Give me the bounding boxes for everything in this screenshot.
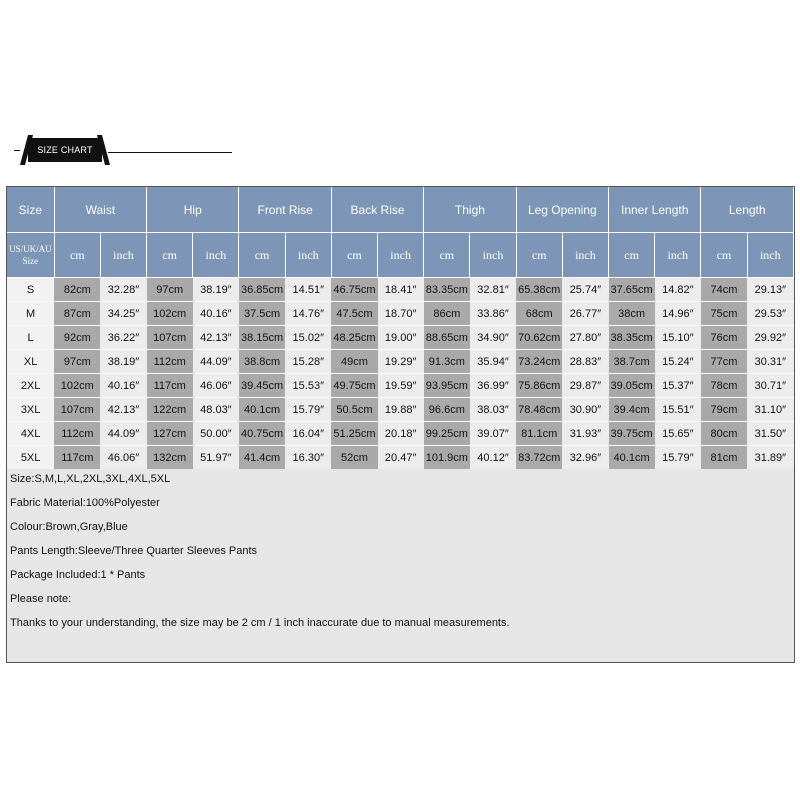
unit-cm: cm: [147, 233, 193, 278]
cm-value-cell: 83.72cm: [516, 446, 562, 470]
cm-value-cell: 132cm: [147, 446, 193, 470]
cm-value-cell: 93.95cm: [424, 374, 470, 398]
size-chart-table: [7, 187, 794, 469]
unit-cm: cm: [516, 233, 562, 278]
size-cell: 2XL: [7, 374, 54, 398]
cm-value-cell: 68cm: [516, 302, 562, 326]
unit-inch: inch: [378, 233, 424, 278]
table-body: [7, 278, 794, 470]
cm-value-cell: 75.86cm: [516, 374, 562, 398]
cm-value-cell: 51.25cm: [331, 422, 377, 446]
cm-value-cell: 101.9cm: [424, 446, 470, 470]
unit-inch: inch: [285, 233, 331, 278]
inch-value-cell: 48.03″: [193, 398, 239, 422]
inch-value-cell: 15.24″: [655, 350, 701, 374]
inch-value-cell: 16.30″: [285, 446, 331, 470]
cm-value-cell: 38.7cm: [609, 350, 655, 374]
inch-value-cell: 26.77″: [562, 302, 608, 326]
inch-value-cell: 15.37″: [655, 374, 701, 398]
inch-value-cell: 14.76″: [285, 302, 331, 326]
size-chart-banner: [8, 128, 238, 188]
cm-value-cell: 36.85cm: [239, 278, 285, 302]
inch-value-cell: 30.31″: [747, 350, 793, 374]
cm-value-cell: 78cm: [701, 374, 747, 398]
size-chart-label: SIZE CHART: [28, 138, 102, 162]
note-line: Size:S,M,L,XL,2XL,3XL,4XL,5XL: [10, 473, 171, 485]
cm-value-cell: 92cm: [54, 326, 100, 350]
size-sub-line: US/UK/AU: [9, 244, 52, 254]
unit-inch: inch: [655, 233, 701, 278]
cm-value-cell: 97cm: [54, 350, 100, 374]
cm-value-cell: 102cm: [54, 374, 100, 398]
cm-value-cell: 39.4cm: [609, 398, 655, 422]
cm-value-cell: 37.65cm: [609, 278, 655, 302]
inch-value-cell: 38.03″: [470, 398, 516, 422]
cm-value-cell: 37.5cm: [239, 302, 285, 326]
cm-value-cell: 117cm: [54, 446, 100, 470]
cm-value-cell: 47.5cm: [331, 302, 377, 326]
size-chart-table-frame: [6, 186, 795, 663]
cm-value-cell: 102cm: [147, 302, 193, 326]
cm-value-cell: 82cm: [54, 278, 100, 302]
cm-value-cell: 39.75cm: [609, 422, 655, 446]
product-notes: [7, 467, 797, 635]
inch-value-cell: 46.06″: [193, 374, 239, 398]
inch-value-cell: 15.10″: [655, 326, 701, 350]
cm-value-cell: 40.1cm: [239, 398, 285, 422]
unit-cm: cm: [701, 233, 747, 278]
cm-value-cell: 80cm: [701, 422, 747, 446]
group-header: Inner Length: [609, 187, 701, 233]
inch-value-cell: 32.81″: [470, 278, 516, 302]
inch-value-cell: 31.93″: [562, 422, 608, 446]
cm-value-cell: 76cm: [701, 326, 747, 350]
cm-value-cell: 49.75cm: [331, 374, 377, 398]
inch-value-cell: 29.92″: [747, 326, 793, 350]
inch-value-cell: 14.51″: [285, 278, 331, 302]
size-sub-header: [7, 233, 54, 278]
group-header: Hip: [147, 187, 239, 233]
note-line: Please note:: [10, 593, 72, 605]
cm-value-cell: 91.3cm: [424, 350, 470, 374]
inch-value-cell: 42.13″: [100, 398, 146, 422]
inch-value-cell: 16.04″: [285, 422, 331, 446]
inch-value-cell: 19.59″: [378, 374, 424, 398]
inch-value-cell: 15.53″: [285, 374, 331, 398]
inch-value-cell: 31.10″: [747, 398, 793, 422]
header-row-units: [7, 233, 794, 278]
inch-value-cell: 15.79″: [655, 446, 701, 470]
inch-value-cell: 35.94″: [470, 350, 516, 374]
cm-value-cell: 117cm: [147, 374, 193, 398]
inch-value-cell: 36.99″: [470, 374, 516, 398]
unit-inch: inch: [193, 233, 239, 278]
note-line: Pants Length:Sleeve/Three Quarter Sleeves Pants: [10, 545, 258, 557]
inch-value-cell: 42.13″: [193, 326, 239, 350]
inch-value-cell: 34.25″: [100, 302, 146, 326]
cm-value-cell: 40.75cm: [239, 422, 285, 446]
unit-cm: cm: [424, 233, 470, 278]
table-row: [7, 446, 794, 470]
size-cell: 4XL: [7, 422, 54, 446]
cm-value-cell: 73.24cm: [516, 350, 562, 374]
inch-value-cell: 34.90″: [470, 326, 516, 350]
cm-value-cell: 46.75cm: [331, 278, 377, 302]
cm-value-cell: 96.6cm: [424, 398, 470, 422]
inch-value-cell: 30.90″: [562, 398, 608, 422]
cm-value-cell: 99.25cm: [424, 422, 470, 446]
size-cell: S: [7, 278, 54, 302]
cm-value-cell: 107cm: [54, 398, 100, 422]
inch-value-cell: 18.70″: [378, 302, 424, 326]
inch-value-cell: 15.02″: [285, 326, 331, 350]
cm-value-cell: 78.48cm: [516, 398, 562, 422]
cm-value-cell: 39.45cm: [239, 374, 285, 398]
inch-value-cell: 40.16″: [100, 374, 146, 398]
cm-value-cell: 75cm: [701, 302, 747, 326]
inch-value-cell: 51.97″: [193, 446, 239, 470]
cm-value-cell: 79cm: [701, 398, 747, 422]
banner-rule: [108, 152, 232, 153]
cm-value-cell: 38.15cm: [239, 326, 285, 350]
group-header: Front Rise: [239, 187, 331, 233]
size-header: Size: [7, 187, 54, 233]
inch-value-cell: 19.00″: [378, 326, 424, 350]
inch-value-cell: 39.07″: [470, 422, 516, 446]
cm-value-cell: 86cm: [424, 302, 470, 326]
inch-value-cell: 33.86″: [470, 302, 516, 326]
inch-value-cell: 14.82″: [655, 278, 701, 302]
inch-value-cell: 15.51″: [655, 398, 701, 422]
inch-value-cell: 18.41″: [378, 278, 424, 302]
inch-value-cell: 28.83″: [562, 350, 608, 374]
table-row: [7, 278, 794, 302]
size-cell: M: [7, 302, 54, 326]
inch-value-cell: 15.65″: [655, 422, 701, 446]
cm-value-cell: 122cm: [147, 398, 193, 422]
cm-value-cell: 38.35cm: [609, 326, 655, 350]
unit-cm: cm: [54, 233, 100, 278]
inch-value-cell: 31.50″: [747, 422, 793, 446]
cm-value-cell: 50.5cm: [331, 398, 377, 422]
cm-value-cell: 74cm: [701, 278, 747, 302]
cm-value-cell: 39.05cm: [609, 374, 655, 398]
table-row: [7, 326, 794, 350]
inch-value-cell: 46.06″: [100, 446, 146, 470]
inch-value-cell: 15.28″: [285, 350, 331, 374]
unit-inch: inch: [100, 233, 146, 278]
cm-value-cell: 77cm: [701, 350, 747, 374]
cm-value-cell: 112cm: [54, 422, 100, 446]
inch-value-cell: 27.80″: [562, 326, 608, 350]
cm-value-cell: 70.62cm: [516, 326, 562, 350]
inch-value-cell: 29.53″: [747, 302, 793, 326]
note-line: Fabric Material:100%Polyester: [10, 497, 160, 509]
group-header: Thigh: [424, 187, 516, 233]
unit-cm: cm: [331, 233, 377, 278]
cm-value-cell: 49cm: [331, 350, 377, 374]
inch-value-cell: 19.29″: [378, 350, 424, 374]
cm-value-cell: 81.1cm: [516, 422, 562, 446]
cm-value-cell: 83.35cm: [424, 278, 470, 302]
cm-value-cell: 81cm: [701, 446, 747, 470]
inch-value-cell: 44.09″: [193, 350, 239, 374]
note-line: Package Included:1 * Pants: [10, 569, 146, 581]
cm-value-cell: 127cm: [147, 422, 193, 446]
table-row: [7, 350, 794, 374]
inch-value-cell: 32.28″: [100, 278, 146, 302]
cm-value-cell: 97cm: [147, 278, 193, 302]
cm-value-cell: 38.8cm: [239, 350, 285, 374]
group-header: Waist: [54, 187, 146, 233]
cm-value-cell: 107cm: [147, 326, 193, 350]
cm-value-cell: 41.4cm: [239, 446, 285, 470]
inch-value-cell: 20.47″: [378, 446, 424, 470]
inch-value-cell: 36.22″: [100, 326, 146, 350]
cm-value-cell: 48.25cm: [331, 326, 377, 350]
inch-value-cell: 50.00″: [193, 422, 239, 446]
inch-value-cell: 38.19″: [100, 350, 146, 374]
size-cell: 5XL: [7, 446, 54, 470]
size-cell: 3XL: [7, 398, 54, 422]
table-row: [7, 374, 794, 398]
inch-value-cell: 19.88″: [378, 398, 424, 422]
inch-value-cell: 31.89″: [747, 446, 793, 470]
cm-value-cell: 40.1cm: [609, 446, 655, 470]
cm-value-cell: 65.38cm: [516, 278, 562, 302]
header-row-groups: [7, 187, 794, 233]
inch-value-cell: 29.87″: [562, 374, 608, 398]
cm-value-cell: 87cm: [54, 302, 100, 326]
inch-value-cell: 40.16″: [193, 302, 239, 326]
group-header: Leg Opening: [516, 187, 608, 233]
inch-value-cell: 14.96″: [655, 302, 701, 326]
unit-cm: cm: [609, 233, 655, 278]
note-line: Thanks to your understanding, the size may be 2 cm / 1 inch inaccurate due to manual measurements.: [10, 617, 510, 629]
inch-value-cell: 20.18″: [378, 422, 424, 446]
inch-value-cell: 32.96″: [562, 446, 608, 470]
unit-cm: cm: [239, 233, 285, 278]
cm-value-cell: 52cm: [331, 446, 377, 470]
cm-value-cell: 88.65cm: [424, 326, 470, 350]
group-header: Length: [701, 187, 794, 233]
size-cell: L: [7, 326, 54, 350]
inch-value-cell: 40.12″: [470, 446, 516, 470]
inch-value-cell: 15.79″: [285, 398, 331, 422]
inch-value-cell: 44.09″: [100, 422, 146, 446]
inch-value-cell: 38.19″: [193, 278, 239, 302]
unit-inch: inch: [747, 233, 793, 278]
table-row: [7, 398, 794, 422]
size-sub-line: Size: [22, 256, 39, 266]
table-row: [7, 422, 794, 446]
unit-inch: inch: [562, 233, 608, 278]
cm-value-cell: 38cm: [609, 302, 655, 326]
size-cell: XL: [7, 350, 54, 374]
banner-dash: [14, 150, 20, 151]
inch-value-cell: 29.13″: [747, 278, 793, 302]
inch-value-cell: 25.74″: [562, 278, 608, 302]
table-row: [7, 302, 794, 326]
cm-value-cell: 112cm: [147, 350, 193, 374]
unit-inch: inch: [470, 233, 516, 278]
inch-value-cell: 30.71″: [747, 374, 793, 398]
group-header: Back Rise: [331, 187, 423, 233]
note-line: Colour:Brown,Gray,Blue: [10, 521, 128, 533]
